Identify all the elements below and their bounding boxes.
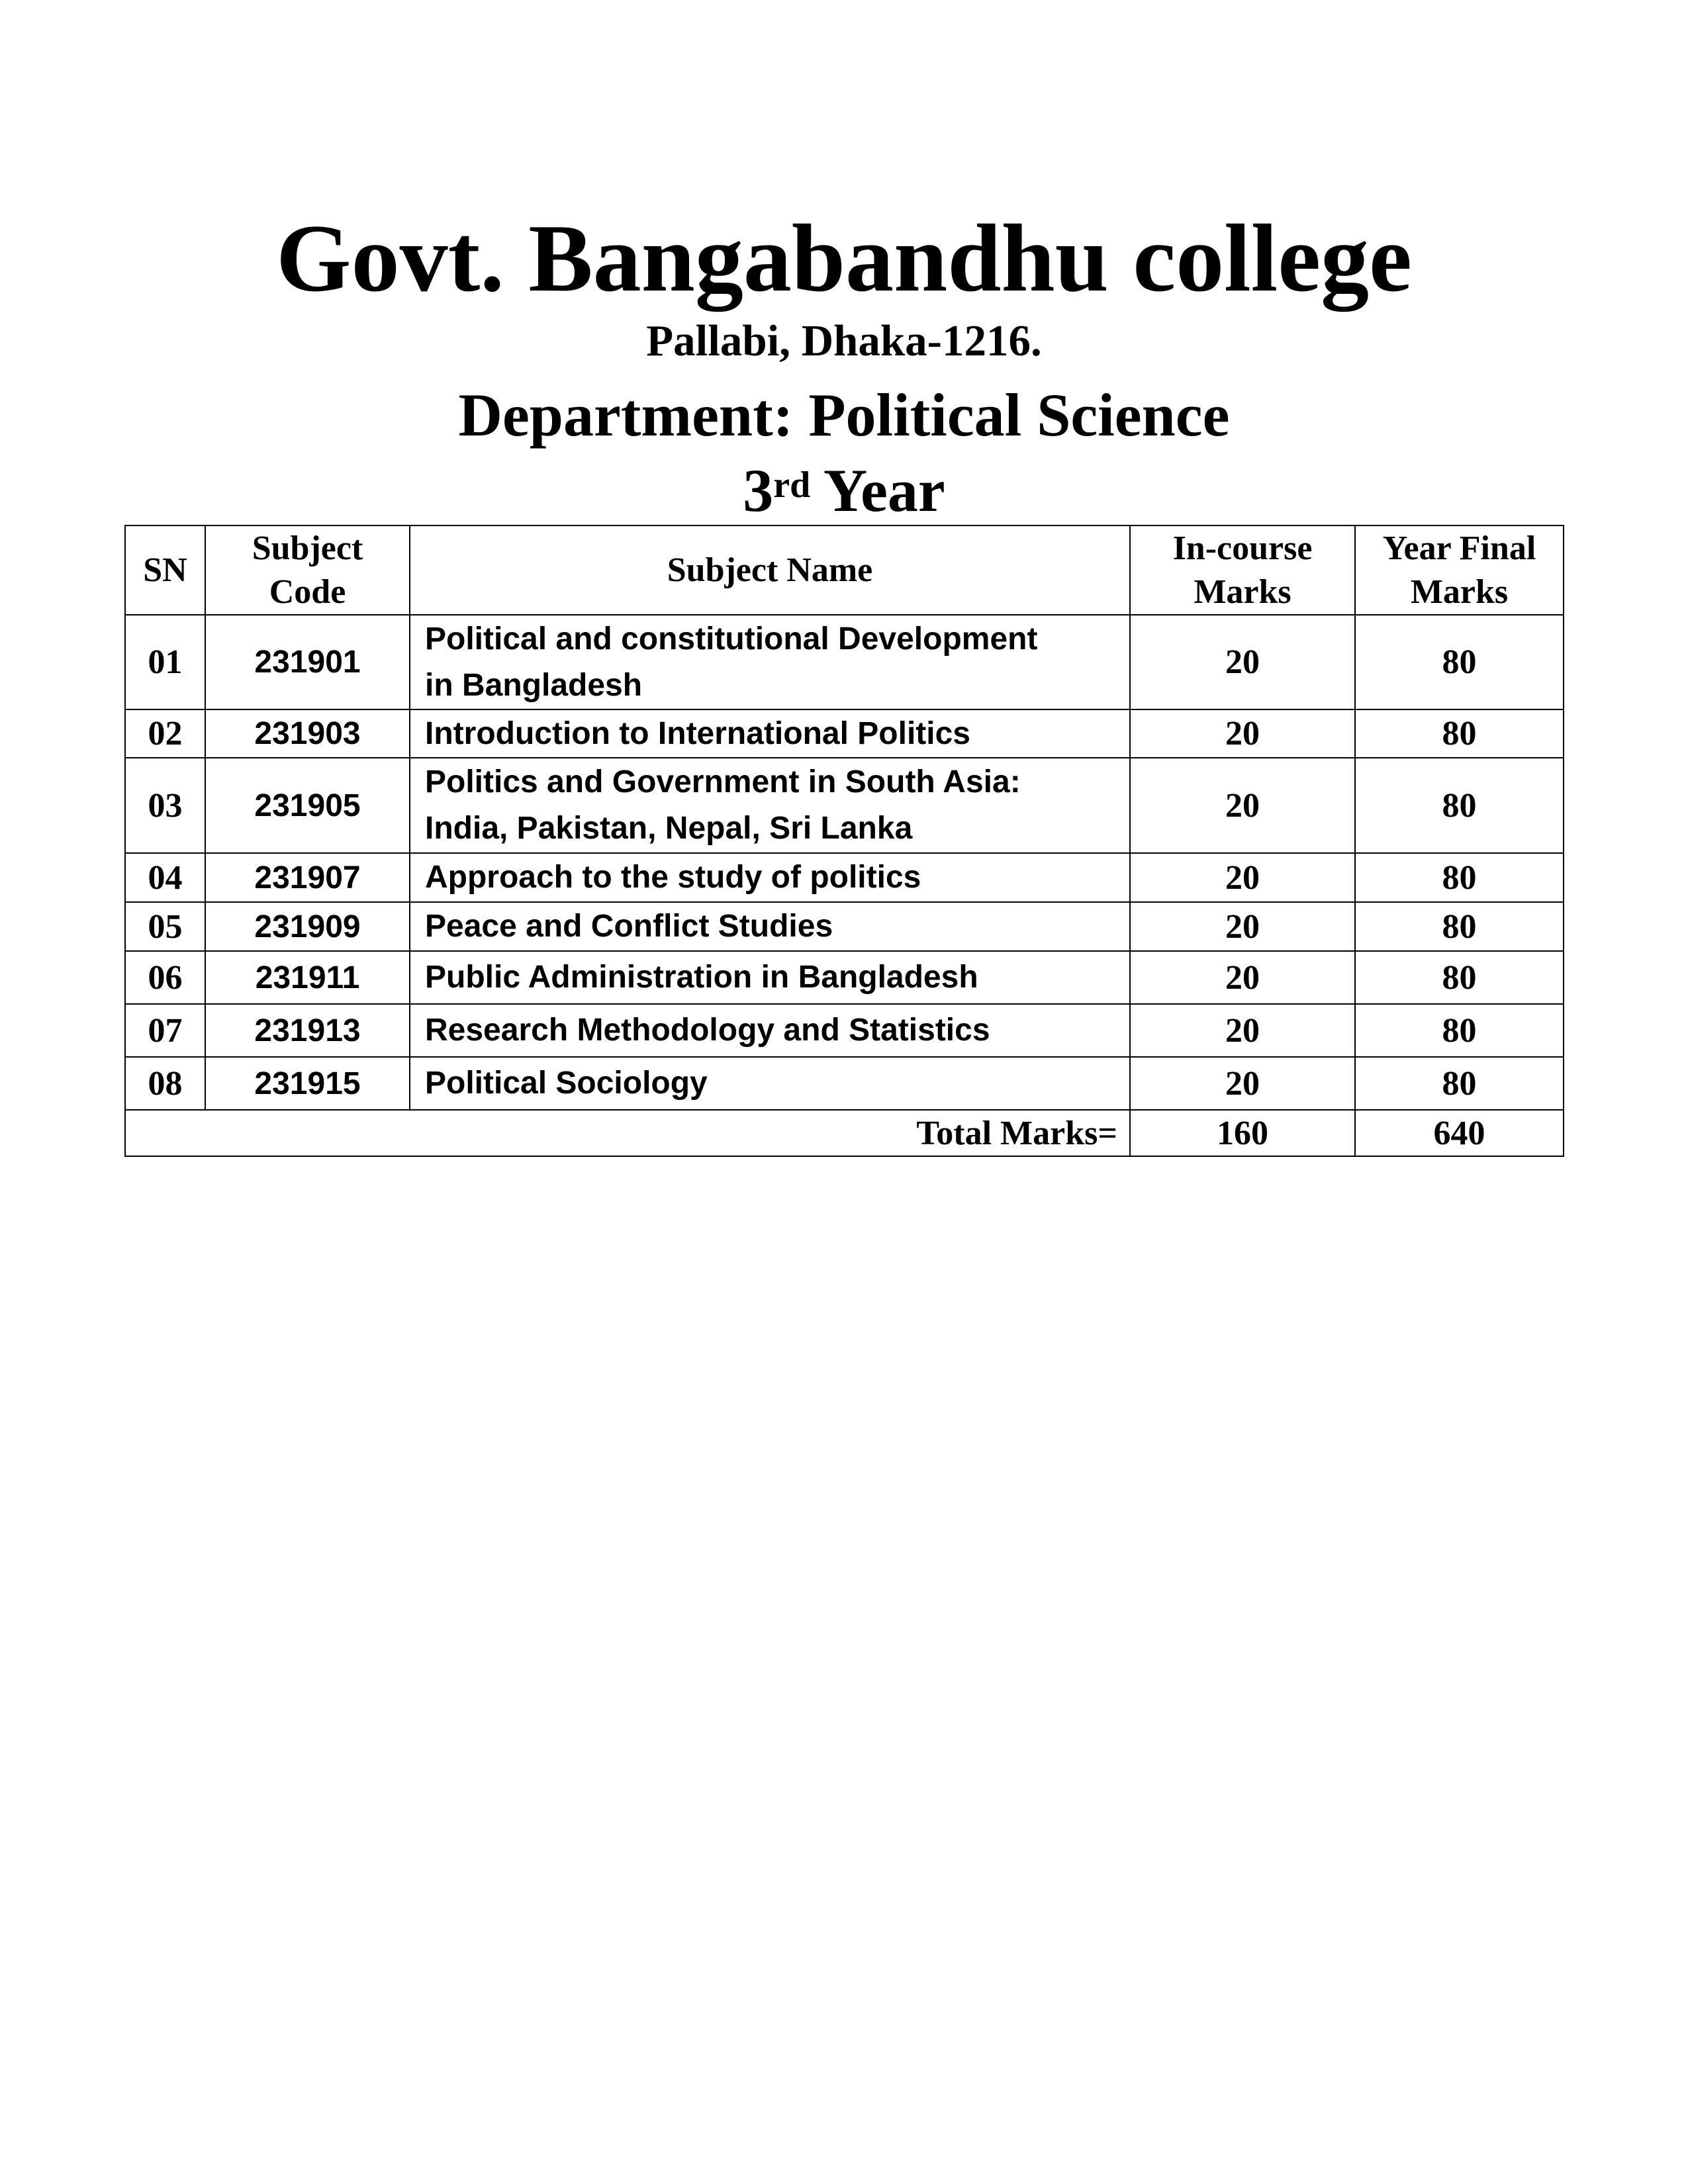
row-code: 231907	[205, 853, 410, 902]
row-incourse-marks: 20	[1130, 615, 1355, 709]
row-final-marks: 80	[1355, 853, 1564, 902]
row-final-marks: 80	[1355, 758, 1564, 853]
row-final-marks: 80	[1355, 902, 1564, 951]
column-header-incourse: In-course Marks	[1130, 525, 1355, 615]
row-code: 231905	[205, 758, 410, 853]
college-address: Pallabi, Dhaka-1216.	[646, 316, 1042, 365]
row-sn: 05	[125, 902, 205, 951]
row-final-marks: 80	[1355, 709, 1564, 758]
total-row	[125, 1110, 1564, 1156]
row-code: 231901	[205, 615, 410, 709]
column-header-final: Year Final Marks	[1355, 525, 1564, 615]
total-label: Total Marks=	[125, 1110, 1130, 1156]
row-sn: 04	[125, 853, 205, 902]
table-row	[125, 615, 1564, 709]
total-final-marks: 640	[1355, 1110, 1564, 1156]
table-header-row	[125, 525, 1564, 615]
column-header-name: Subject Name	[410, 525, 1130, 615]
year-word: Year	[823, 457, 945, 524]
row-sn: 01	[125, 615, 205, 709]
row-subject-name: Politics and Government in South Asia: India, Pakistan, Nepal, Sri Lanka	[410, 758, 1130, 853]
row-final-marks: 80	[1355, 1004, 1564, 1057]
row-code: 231913	[205, 1004, 410, 1057]
table-row	[125, 709, 1564, 758]
subjects-table	[124, 525, 1564, 1157]
row-final-marks: 80	[1355, 615, 1564, 709]
year-title	[0, 451, 1688, 529]
row-code: 231911	[205, 951, 410, 1004]
total-incourse-marks: 160	[1130, 1110, 1355, 1156]
row-subject-name: Political and constitutional Development in Bangladesh	[410, 615, 1130, 709]
table-row	[125, 951, 1564, 1004]
row-final-marks: 80	[1355, 951, 1564, 1004]
row-incourse-marks: 20	[1130, 709, 1355, 758]
table-row	[125, 758, 1564, 853]
row-incourse-marks: 20	[1130, 758, 1355, 853]
column-header-code: Subject Code	[205, 525, 410, 615]
row-incourse-marks: 20	[1130, 853, 1355, 902]
row-subject-name: Peace and Conflict Studies	[410, 902, 1130, 951]
row-subject-name: Approach to the study of politics	[410, 853, 1130, 902]
row-sn: 03	[125, 758, 205, 853]
row-code: 231915	[205, 1057, 410, 1110]
row-subject-name: Public Administration in Bangladesh	[410, 951, 1130, 1004]
row-incourse-marks: 20	[1130, 951, 1355, 1004]
row-incourse-marks: 20	[1130, 1004, 1355, 1057]
row-sn: 07	[125, 1004, 205, 1057]
row-subject-name: Research Methodology and Statistics	[410, 1004, 1130, 1057]
row-sn: 08	[125, 1057, 205, 1110]
row-incourse-marks: 20	[1130, 902, 1355, 951]
table-row	[125, 1004, 1564, 1057]
year-suffix: rd	[773, 465, 811, 506]
row-subject-name: Introduction to International Politics	[410, 709, 1130, 758]
column-header-sn: SN	[125, 525, 205, 615]
row-subject-name: Political Sociology	[410, 1057, 1130, 1110]
department-title: Department: Political Science	[458, 381, 1230, 449]
table-row	[125, 902, 1564, 951]
row-code: 231903	[205, 709, 410, 758]
table-row	[125, 853, 1564, 902]
row-incourse-marks: 20	[1130, 1057, 1355, 1110]
table-row	[125, 1057, 1564, 1110]
year-number: 3	[743, 457, 774, 524]
row-final-marks: 80	[1355, 1057, 1564, 1110]
row-sn: 06	[125, 951, 205, 1004]
row-sn: 02	[125, 709, 205, 758]
college-name: Govt. Bangabandhu college	[276, 205, 1412, 312]
row-code: 231909	[205, 902, 410, 951]
